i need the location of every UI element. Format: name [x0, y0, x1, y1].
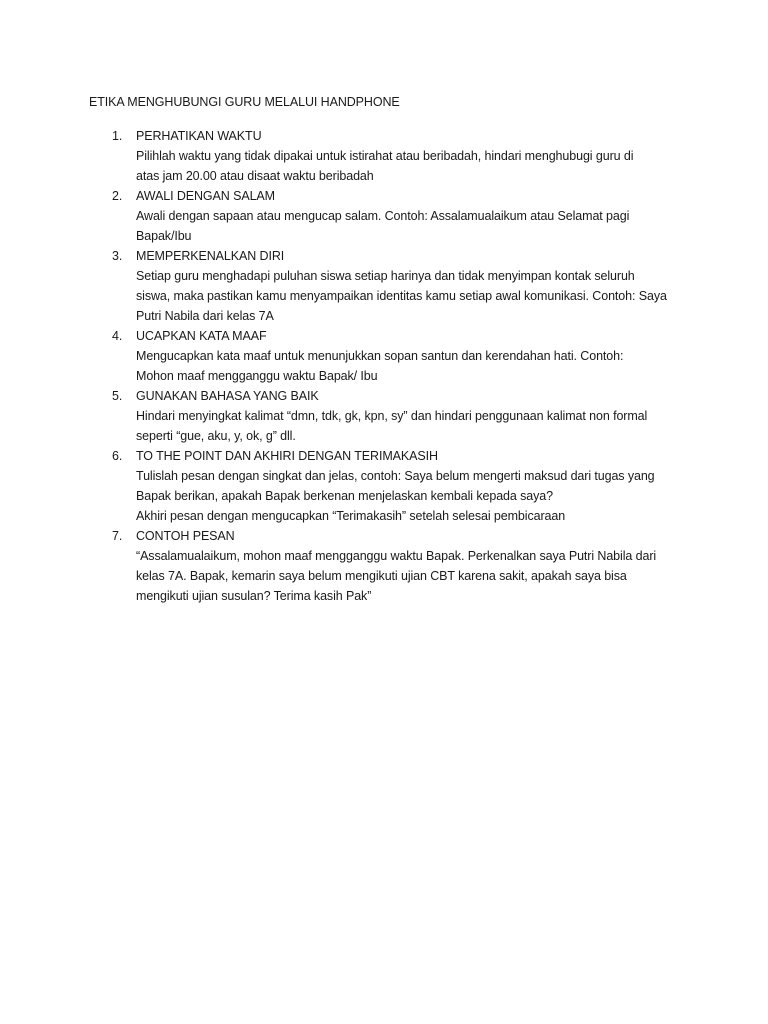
list-item-heading: GUNAKAN BAHASA YANG BAIK: [136, 389, 319, 403]
list-item-heading: TO THE POINT DAN AKHIRI DENGAN TERIMAKASIH: [136, 449, 438, 463]
list-item-text: Tulislah pesan dengan singkat dan jelas, contoh: Saya belum mengerti maksud dari tugas yang: [136, 469, 655, 483]
list-item-number: 6.: [112, 449, 123, 463]
list-item-text: mengikuti ujian susulan? Terima kasih Pak”: [136, 589, 372, 603]
document-title: ETIKA MENGHUBUNGI GURU MELALUI HANDPHONE: [89, 95, 400, 109]
list-item-heading: UCAPKAN KATA MAAF: [136, 329, 267, 343]
list-item-number: 7.: [112, 529, 123, 543]
list-item-number: 2.: [112, 189, 123, 203]
list-item-number: 5.: [112, 389, 123, 403]
list-item-text: seperti “gue, aku, y, ok, g” dll.: [136, 429, 296, 443]
list-item-text: Putri Nabila dari kelas 7A: [136, 309, 274, 323]
list-item-text: Setiap guru menghadapi puluhan siswa setiap harinya dan tidak menyimpan kontak seluruh: [136, 269, 635, 283]
list-item: [112, 126, 692, 186]
list-item-text: siswa, maka pastikan kamu menyampaikan identitas kamu setiap awal komunikasi. Contoh: Saya: [136, 289, 667, 303]
list-item-text: atas jam 20.00 atau disaat waktu beribadah: [136, 169, 374, 183]
list-item-text: Pilihlah waktu yang tidak dipakai untuk istirahat atau beribadah, hindari menghubugi guru di: [136, 149, 634, 163]
list-item-text: Akhiri pesan dengan mengucapkan “Terimakasih” setelah selesai pembicaraan: [136, 509, 566, 523]
list-item-text: Bapak/Ibu: [136, 229, 192, 243]
list-item-heading: CONTOH PESAN: [136, 529, 235, 543]
list-item-heading: PERHATIKAN WAKTU: [136, 129, 262, 143]
list-item: [112, 386, 692, 446]
etiquette-list: [112, 126, 692, 606]
list-item-text: Hindari menyingkat kalimat “dmn, tdk, gk, kpn, sy” dan hindari penggunaan kalimat non formal: [136, 409, 648, 423]
list-item-text: Mengucapkan kata maaf untuk menunjukkan sopan santun dan kerendahan hati. Contoh:: [136, 349, 624, 363]
list-item: [112, 186, 692, 246]
list-item-heading: MEMPERKENALKAN DIRI: [136, 249, 285, 263]
list-item-text: “Assalamualaikum, mohon maaf mengganggu waktu Bapak. Perkenalkan saya Putri Nabila dari: [136, 549, 657, 563]
list-item: [112, 446, 692, 526]
list-item-number: 3.: [112, 249, 123, 263]
list-item-text: Awali dengan sapaan atau mengucap salam. Contoh: Assalamualaikum atau Selamat pagi: [136, 209, 630, 223]
list-item: [112, 326, 692, 386]
list-item-text: Mohon maaf mengganggu waktu Bapak/ Ibu: [136, 369, 378, 383]
list-item-number: 4.: [112, 329, 123, 343]
list-item-text: kelas 7A. Bapak, kemarin saya belum mengikuti ujian CBT karena sakit, apakah saya bisa: [136, 569, 627, 583]
list-item-text: Bapak berikan, apakah Bapak berkenan menjelaskan kembali kepada saya?: [136, 489, 553, 503]
list-item-heading: AWALI DENGAN SALAM: [136, 189, 275, 203]
list-item-number: 1.: [112, 129, 123, 143]
list-item: [112, 246, 692, 326]
list-item: [112, 526, 692, 606]
